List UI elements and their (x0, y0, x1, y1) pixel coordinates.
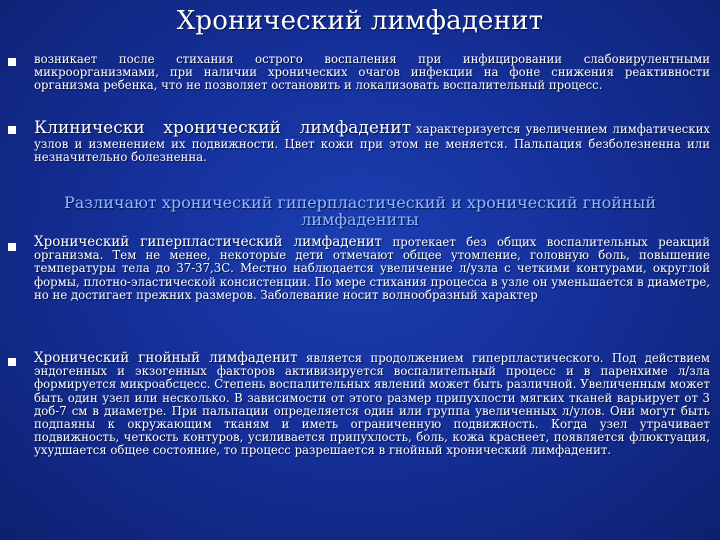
bullet-marker (8, 126, 16, 134)
paragraph-text: является продолжением гиперпластического. Под действием эндогенных и экзогенных факторов активизируется воспалительный процесс и в паренхиме л/зла формируется микроабсцесс. Степень воспалительных явлений может быть различной. Увеличенным может быть один узел или несколько. В зависимости от этого размер припухлости мягких тканей варьирует от 3 доб-7 см в диаметре. При пальпации определяется один или группа увеличенных л/улов. Они могут быть подпаяны к окружающим тканям и иметь ограниченную подвижность. Когда узел утрачивает подвижность, четкость контуров, усиливается припухлость, боль, кожа краснеет, появляется флюктуация, ухудшается общее состояние, то процесс разрешается в гнойный хронический лимфаденит. (34, 351, 710, 458)
paragraph-text: характеризуется увеличением лимфатических узлов и изменением их подвижности. Цвет кожи при этом не меняется. Пальпация безболезненна или незначительно болезненна. (34, 122, 710, 165)
paragraph-text: протекает без общих воспалительных реакций организма. Тем не менее, некоторые дети отмечают общее утомление, головную боль, повышение температуры тела до 37-37,3С. Местно наблюдается увеличение л/узла с четкими контурами, округлой формы, плотно-эластической консистенции. По мере стихания процесса в узле он уменьшается в диаметре, но не достигает прежних размеров. Заболевание носит волнообразный характер (34, 235, 710, 302)
paragraph-clinical (34, 119, 710, 164)
paragraph-purulent (34, 352, 710, 458)
paragraph-onset (34, 53, 710, 93)
paragraph-lead: Хронический гнойный лимфаденит (34, 350, 298, 366)
bullet-marker (8, 58, 16, 66)
section-subtitle: Различают хронический гиперпластический и хронический гнойный лимфадениты (64, 193, 656, 229)
paragraph-lead: Клинически хронический лимфаденит (34, 118, 412, 138)
paragraph-lead: Хронический гиперпластический лимфаденит (34, 234, 383, 250)
paragraph-hyperplastic (34, 236, 710, 302)
paragraph-text: возникает после стихания острого воспаления при инфицировании слабовирулентными микроорганизмами, при наличии хронических очагов инфекции на фоне снижения реактивности организма ребенка, что не позволяет остановить и локализовать воспалительный процесс. (34, 52, 710, 93)
bullet-marker (8, 358, 16, 366)
slide-title: Хронический лимфаденит (176, 6, 544, 36)
bullet-marker (8, 243, 16, 251)
